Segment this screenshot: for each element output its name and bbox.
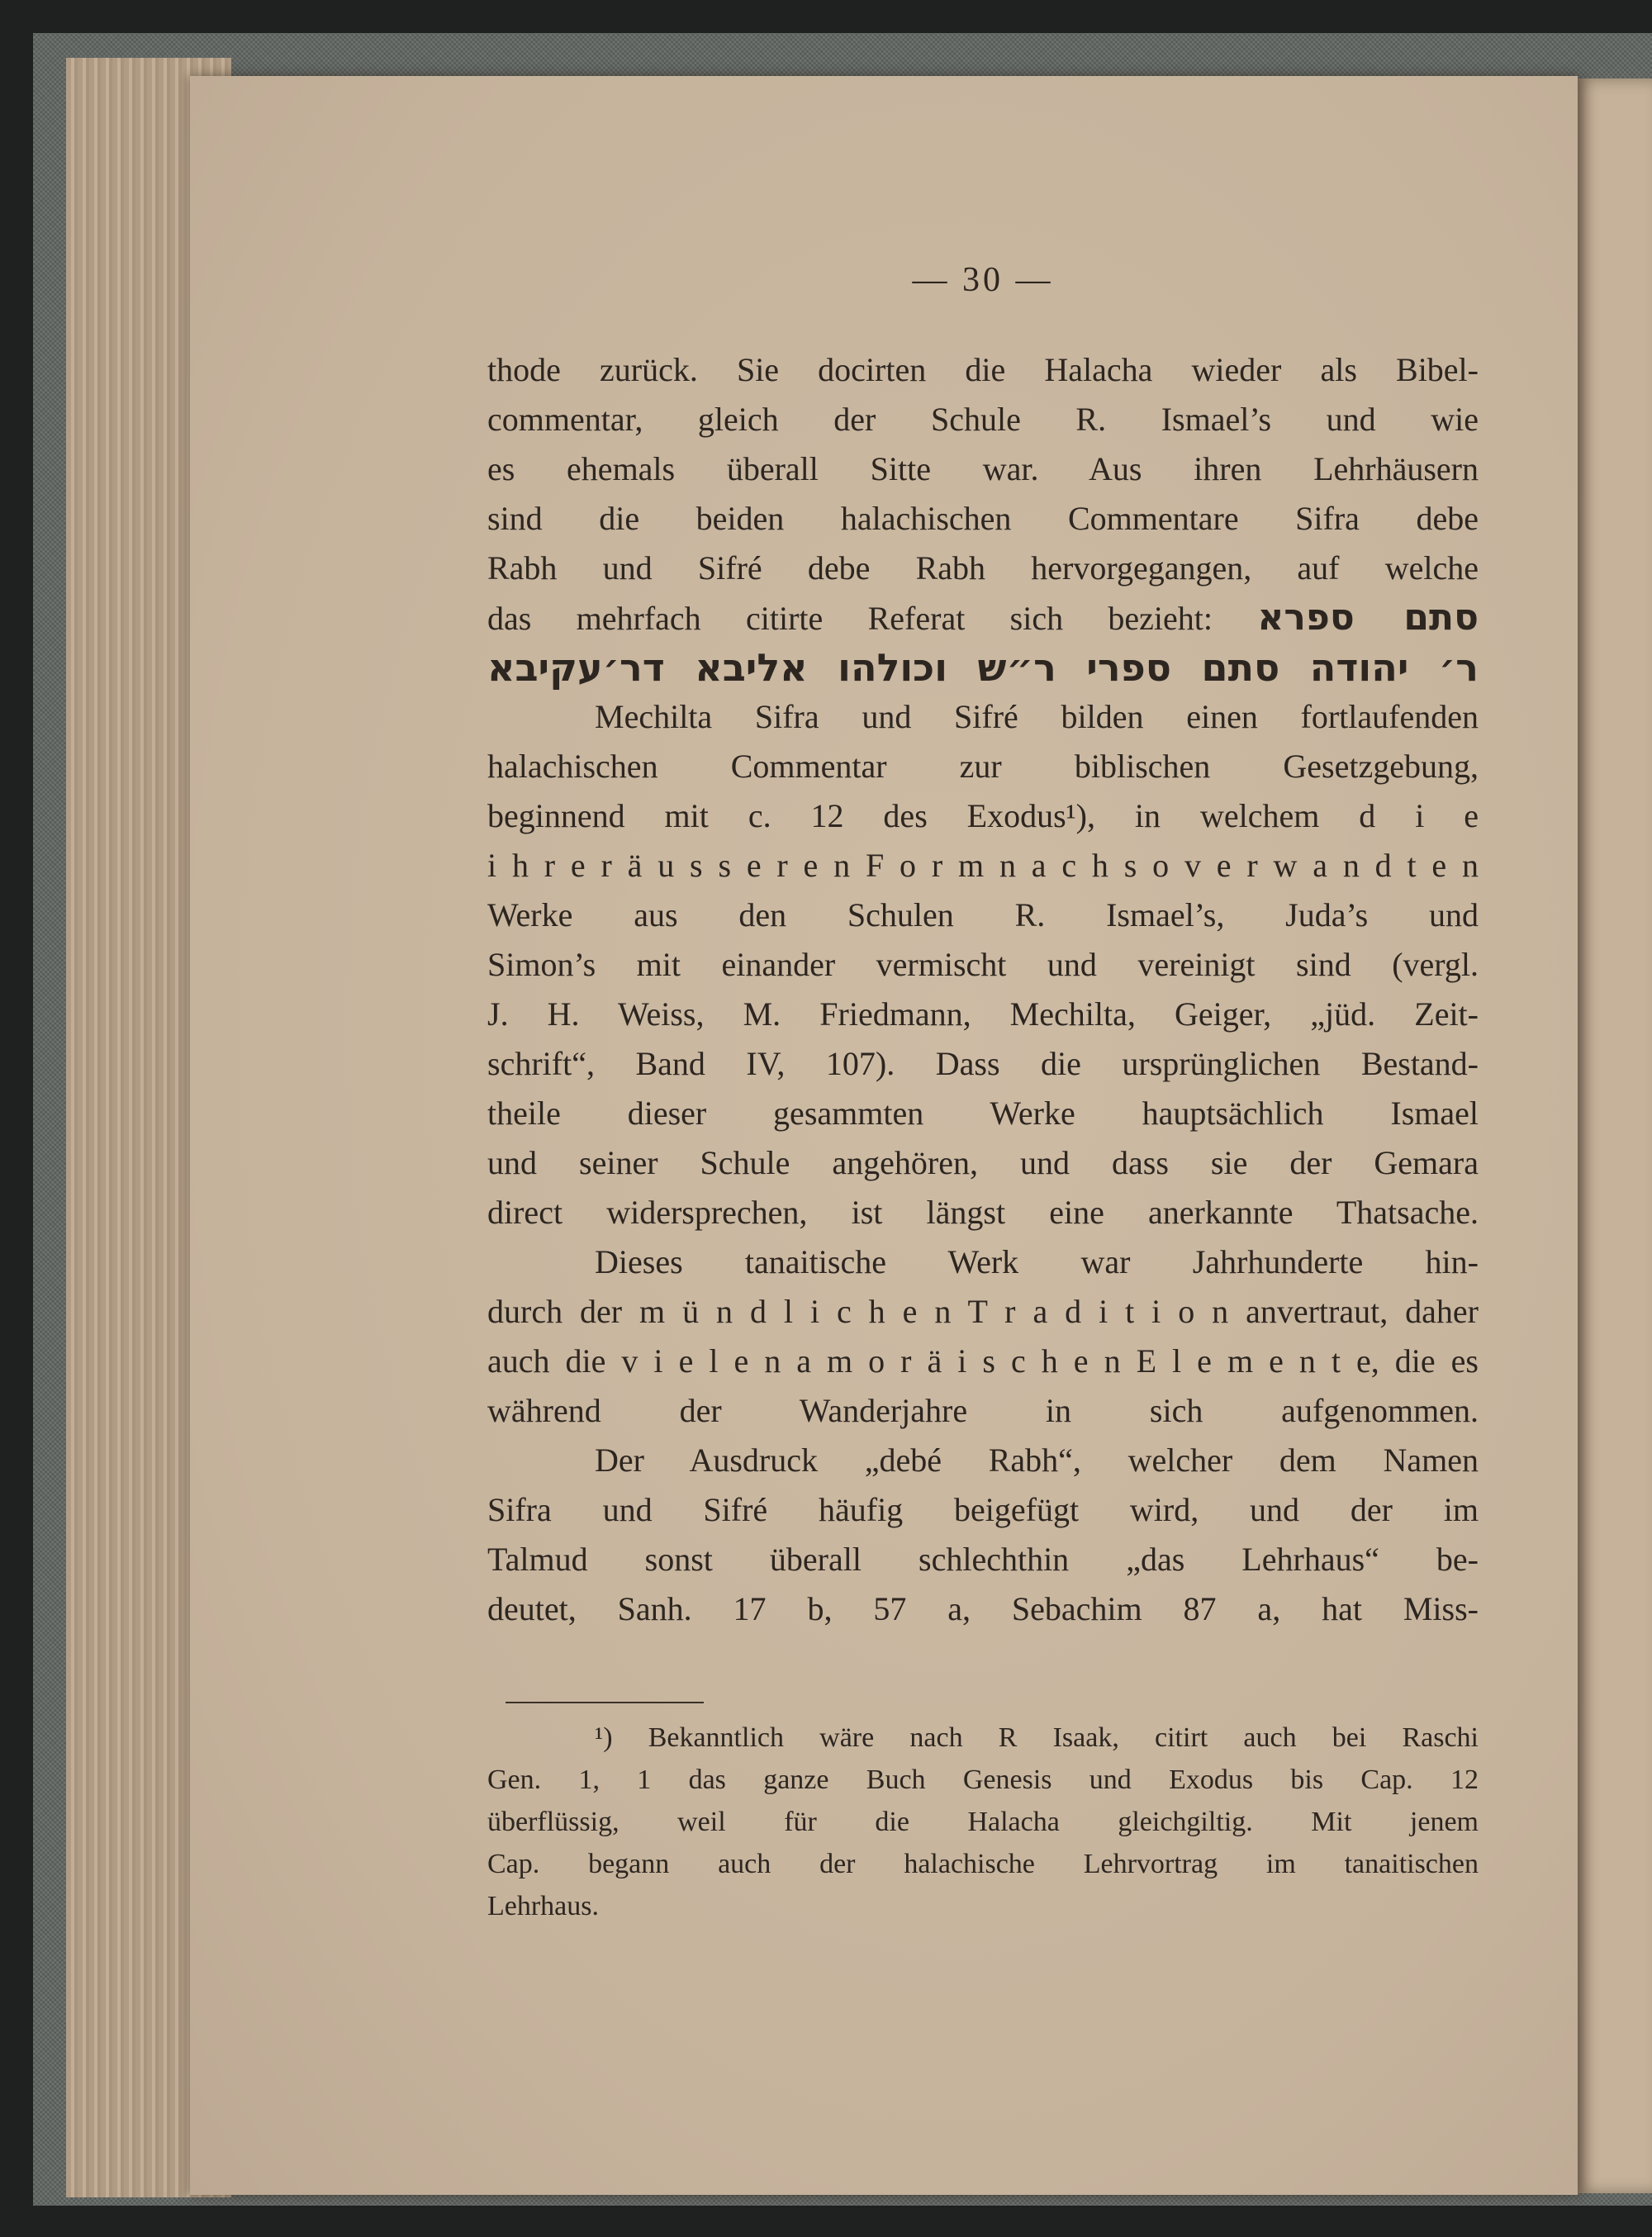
text-line: Der Ausdruck „debé Rabh“, welcher dem Namen: [595, 1441, 1479, 1479]
text-line: durch der m ü n d l i c h e n T r a d i t i o n anvertraut, daher: [487, 1293, 1479, 1330]
referat-line: [487, 593, 1479, 643]
footnote-rule: [506, 1702, 704, 1703]
text-line: i h r e r ä u s s e r e n F o r m n a c h s o v e r w a n d t e n: [487, 847, 1479, 884]
text-line: und seiner Schule angehören, und dass sie der Gemara: [487, 1144, 1479, 1181]
text-line: Sifra und Sifré häufig beigefügt wird, und der im: [487, 1491, 1479, 1528]
footnote-line: Gen. 1, 1 das ganze Buch Genesis und Exodus bis Cap. 12: [487, 1764, 1479, 1795]
text-line: deutet, Sanh. 17 b, 57 a, Sebachim 87 a, hat Miss-: [487, 1590, 1479, 1627]
paragraph-block-1: [487, 345, 1479, 593]
text-line: Rabh und Sifré debe Rabh hervorgegangen, auf welche: [487, 549, 1479, 587]
text-line: während der Wanderjahre in sich aufgenommen.: [487, 1392, 1479, 1429]
text-line: es ehemals überall Sitte war. Aus ihren Lehrhäusern: [487, 450, 1479, 487]
text-line: schrift“, Band IV, 107). Dass die ursprünglichen Bestand-: [487, 1045, 1479, 1082]
page-number: — 30 —: [912, 261, 1054, 299]
text-line: Werke aus den Schulen R. Ismael’s, Juda’s und: [487, 896, 1479, 933]
footnote-line: ¹) Bekanntlich wäre nach R Isaak, citirt auch bei Raschi: [595, 1722, 1479, 1753]
text-line: Mechilta Sifra und Sifré bilden einen fortlaufenden: [595, 698, 1479, 735]
text-line: theile dieser gesammten Werke hauptsächlich Ismael: [487, 1095, 1479, 1132]
body-text: [487, 345, 1479, 1634]
text-line: commentar, gleich der Schule R. Ismael’s und wie: [487, 401, 1479, 438]
text-line: beginnend mit c. 12 des Exodus¹), in welchem d i e: [487, 797, 1479, 834]
text-line: Simon’s mit einander vermischt und vereinigt sind (vergl.: [487, 946, 1479, 983]
footnote-block: [487, 1717, 1479, 1927]
footnote-line: Cap. begann auch der halachische Lehrvortrag im tanaitischen: [487, 1849, 1479, 1879]
text-line: halachischen Commentar zur biblischen Gesetzgebung,: [487, 748, 1479, 785]
text-line: auch die v i e l e n a m o r ä i s c h e n E l e m e n t e, die es: [487, 1342, 1479, 1380]
footnote-line: überflüssig, weil für die Halacha gleichgiltig. Mit jenem: [487, 1807, 1479, 1837]
referat-text: das mehrfach citirte Referat sich bezieht:: [487, 600, 1213, 637]
footnotes: [487, 1717, 1479, 1927]
text-line: sind die beiden halachischen Commentare Sifra debe: [487, 500, 1479, 537]
referat-hebrew: סתם ספרא: [1257, 596, 1479, 639]
hebrew-quote-line: ר׳ יהודה סתם ספרי ר״ש וכולהו אליבא דר׳עקיבא: [487, 645, 1479, 690]
text-line: direct widersprechen, ist längst eine anerkannte Thatsache.: [487, 1194, 1479, 1231]
text-line: J. H. Weiss, M. Friedmann, Mechilta, Geiger, „jüd. Zeit-: [487, 995, 1479, 1033]
text-line: Talmud sonst überall schlechthin „das Lehrhaus“ be-: [487, 1541, 1479, 1578]
text-line: Dieses tanaitische Werk war Jahrhunderte hin-: [595, 1243, 1479, 1280]
footnote-line: Lehrhaus.: [487, 1891, 600, 1921]
paragraph-block-2: [487, 692, 1479, 1634]
facing-page-edge: [1574, 78, 1652, 2193]
text-line: thode zurück. Sie docirten die Halacha wieder als Bibel-: [487, 351, 1479, 388]
